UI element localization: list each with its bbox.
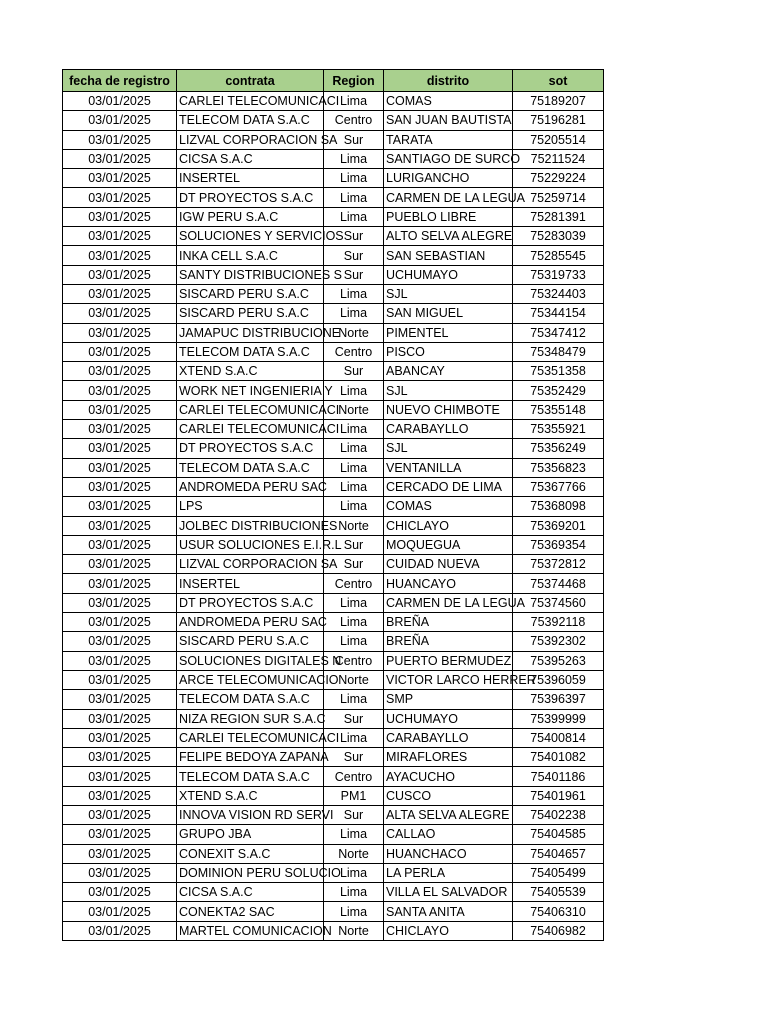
cell-fecha: 03/01/2025 [63,497,177,516]
header-region: Region [324,70,384,92]
cell-contrata: LIZVAL CORPORACION SA [177,130,324,149]
cell-region: Lima [324,728,384,747]
cell-sot: 75404657 [513,844,604,863]
cell-region: Lima [324,169,384,188]
cell-distrito: BREÑA [384,613,513,632]
cell-fecha: 03/01/2025 [63,304,177,323]
table-row [63,844,604,863]
cell-contrata: INSERTEL [177,169,324,188]
cell-region: Norte [324,670,384,689]
cell-contrata: XTEND S.A.C [177,362,324,381]
cell-distrito: ALTA SELVA ALEGRE [384,805,513,824]
cell-sot: 75205514 [513,130,604,149]
cell-distrito: MOQUEGUA [384,535,513,554]
cell-distrito: UCHUMAYO [384,709,513,728]
table-row [63,921,604,940]
cell-distrito: SANTIAGO DE SURCO [384,149,513,168]
cell-sot: 75319733 [513,265,604,284]
table-row [63,284,604,303]
table-row [63,439,604,458]
cell-fecha: 03/01/2025 [63,420,177,439]
cell-distrito: SAN MIGUEL [384,304,513,323]
cell-distrito: CUIDAD NUEVA [384,555,513,574]
cell-fecha: 03/01/2025 [63,805,177,824]
cell-sot: 75344154 [513,304,604,323]
cell-distrito: SAN SEBASTIAN [384,246,513,265]
cell-sot: 75374560 [513,593,604,612]
table-row [63,323,604,342]
cell-region: Sur [324,535,384,554]
cell-region: Lima [324,632,384,651]
cell-fecha: 03/01/2025 [63,555,177,574]
cell-contrata: LPS [177,497,324,516]
cell-region: Lima [324,863,384,882]
cell-region: Lima [324,420,384,439]
cell-sot: 75189207 [513,92,604,111]
cell-fecha: 03/01/2025 [63,477,177,496]
cell-region: Centro [324,767,384,786]
cell-fecha: 03/01/2025 [63,458,177,477]
cell-fecha: 03/01/2025 [63,863,177,882]
cell-fecha: 03/01/2025 [63,188,177,207]
cell-fecha: 03/01/2025 [63,439,177,458]
cell-fecha: 03/01/2025 [63,632,177,651]
cell-sot: 75356249 [513,439,604,458]
cell-region: Sur [324,130,384,149]
cell-distrito: CHICLAYO [384,921,513,940]
cell-fecha: 03/01/2025 [63,284,177,303]
cell-fecha: 03/01/2025 [63,400,177,419]
cell-distrito: HUANCHACO [384,844,513,863]
table-row [63,902,604,921]
cell-contrata: DT PROYECTOS S.A.C [177,439,324,458]
cell-region: Lima [324,92,384,111]
table-row [63,265,604,284]
table-body [63,92,604,941]
table-row [63,767,604,786]
cell-contrata: INNOVA VISION RD SERVI [177,805,324,824]
cell-sot: 75348479 [513,342,604,361]
cell-fecha: 03/01/2025 [63,342,177,361]
cell-region: Lima [324,439,384,458]
data-table [62,69,604,941]
cell-contrata: CONEKTA2 SAC [177,902,324,921]
cell-distrito: ALTO SELVA ALEGRE [384,227,513,246]
cell-contrata: CONEXIT S.A.C [177,844,324,863]
cell-region: Lima [324,458,384,477]
table-row [63,381,604,400]
cell-distrito: SJL [384,439,513,458]
table-row [63,342,604,361]
table-row [63,188,604,207]
cell-contrata: TELECOM DATA S.A.C [177,342,324,361]
cell-contrata: SOLUCIONES DIGITALES N [177,651,324,670]
cell-region: Lima [324,902,384,921]
table-row [63,574,604,593]
cell-contrata: NIZA REGION SUR S.A.C [177,709,324,728]
cell-region: Centro [324,651,384,670]
cell-sot: 75229224 [513,169,604,188]
cell-distrito: SJL [384,381,513,400]
table-row [63,535,604,554]
table-row [63,400,604,419]
cell-sot: 75368098 [513,497,604,516]
cell-contrata: TELECOM DATA S.A.C [177,690,324,709]
cell-fecha: 03/01/2025 [63,516,177,535]
cell-fecha: 03/01/2025 [63,593,177,612]
cell-fecha: 03/01/2025 [63,574,177,593]
cell-fecha: 03/01/2025 [63,921,177,940]
cell-distrito: CUSCO [384,786,513,805]
cell-distrito: PISCO [384,342,513,361]
table-row [63,863,604,882]
cell-sot: 75283039 [513,227,604,246]
table-row [63,130,604,149]
cell-sot: 75374468 [513,574,604,593]
cell-distrito: PUEBLO LIBRE [384,207,513,226]
cell-distrito: UCHUMAYO [384,265,513,284]
cell-fecha: 03/01/2025 [63,651,177,670]
cell-contrata: LIZVAL CORPORACION SA [177,555,324,574]
cell-fecha: 03/01/2025 [63,825,177,844]
table-row [63,651,604,670]
cell-region: Norte [324,323,384,342]
header-sot: sot [513,70,604,92]
cell-distrito: COMAS [384,92,513,111]
table-row [63,458,604,477]
table-row [63,420,604,439]
cell-sot: 75405539 [513,883,604,902]
cell-region: Lima [324,149,384,168]
cell-fecha: 03/01/2025 [63,613,177,632]
cell-region: Sur [324,748,384,767]
header-distrito: distrito [384,70,513,92]
cell-distrito: BREÑA [384,632,513,651]
cell-fecha: 03/01/2025 [63,111,177,130]
cell-region: Lima [324,613,384,632]
cell-sot: 75352429 [513,381,604,400]
cell-sot: 75392302 [513,632,604,651]
cell-fecha: 03/01/2025 [63,786,177,805]
cell-fecha: 03/01/2025 [63,381,177,400]
cell-distrito: CERCADO DE LIMA [384,477,513,496]
cell-region: PM1 [324,786,384,805]
cell-distrito: CHICLAYO [384,516,513,535]
cell-contrata: DOMINION PERU SOLUCIO [177,863,324,882]
cell-sot: 75396397 [513,690,604,709]
cell-contrata: IGW PERU S.A.C [177,207,324,226]
cell-distrito: VENTANILLA [384,458,513,477]
table-row [63,670,604,689]
cell-distrito: HUANCAYO [384,574,513,593]
cell-region: Centro [324,342,384,361]
cell-contrata: WORK NET INGENIERIA Y [177,381,324,400]
cell-region: Lima [324,304,384,323]
cell-fecha: 03/01/2025 [63,767,177,786]
table-row [63,92,604,111]
cell-sot: 75400814 [513,728,604,747]
cell-sot: 75281391 [513,207,604,226]
table-row [63,207,604,226]
cell-distrito: MIRAFLORES [384,748,513,767]
cell-contrata: FELIPE BEDOYA ZAPANA [177,748,324,767]
cell-sot: 75395263 [513,651,604,670]
cell-fecha: 03/01/2025 [63,670,177,689]
table-row [63,613,604,632]
cell-sot: 75356823 [513,458,604,477]
cell-distrito: VILLA EL SALVADOR [384,883,513,902]
cell-sot: 75347412 [513,323,604,342]
cell-sot: 75369201 [513,516,604,535]
cell-sot: 75259714 [513,188,604,207]
header-fecha-de-registro: fecha de registro [63,70,177,92]
cell-sot: 75355148 [513,400,604,419]
cell-fecha: 03/01/2025 [63,207,177,226]
table-row [63,632,604,651]
cell-sot: 75285545 [513,246,604,265]
cell-sot: 75396059 [513,670,604,689]
cell-contrata: INKA CELL S.A.C [177,246,324,265]
cell-sot: 75401186 [513,767,604,786]
cell-region: Centro [324,574,384,593]
cell-region: Centro [324,111,384,130]
cell-distrito: CALLAO [384,825,513,844]
cell-sot: 75367766 [513,477,604,496]
cell-sot: 75401961 [513,786,604,805]
cell-contrata: SISCARD PERU S.A.C [177,284,324,303]
cell-contrata: CICSA S.A.C [177,149,324,168]
cell-fecha: 03/01/2025 [63,728,177,747]
cell-sot: 75369354 [513,535,604,554]
cell-distrito: AYACUCHO [384,767,513,786]
cell-contrata: CARLEI TELECOMUNICACI [177,728,324,747]
cell-contrata: SANTY DISTRIBUCIONES S [177,265,324,284]
cell-sot: 75351358 [513,362,604,381]
cell-contrata: XTEND S.A.C [177,786,324,805]
cell-contrata: TELECOM DATA S.A.C [177,767,324,786]
cell-fecha: 03/01/2025 [63,149,177,168]
table-row [63,227,604,246]
cell-contrata: CICSA S.A.C [177,883,324,902]
table-row [63,593,604,612]
cell-region: Lima [324,883,384,902]
table-row [63,246,604,265]
table-row [63,748,604,767]
cell-region: Sur [324,805,384,824]
cell-distrito: PUERTO BERMUDEZ [384,651,513,670]
cell-contrata: CARLEI TELECOMUNICACI [177,420,324,439]
cell-region: Lima [324,477,384,496]
cell-fecha: 03/01/2025 [63,265,177,284]
header-row [63,70,604,92]
table-row [63,883,604,902]
cell-distrito: PIMENTEL [384,323,513,342]
table-row [63,786,604,805]
cell-sot: 75406982 [513,921,604,940]
cell-fecha: 03/01/2025 [63,748,177,767]
table-row [63,516,604,535]
cell-distrito: CARMEN DE LA LEGUA [384,188,513,207]
table-row [63,709,604,728]
cell-region: Sur [324,709,384,728]
table-row [63,690,604,709]
cell-contrata: SISCARD PERU S.A.C [177,304,324,323]
cell-distrito: CARMEN DE LA LEGUA [384,593,513,612]
table-row [63,555,604,574]
cell-sot: 75401082 [513,748,604,767]
cell-contrata: TELECOM DATA S.A.C [177,458,324,477]
cell-sot: 75324403 [513,284,604,303]
table-row [63,728,604,747]
cell-fecha: 03/01/2025 [63,323,177,342]
cell-region: Lima [324,690,384,709]
cell-sot: 75211524 [513,149,604,168]
cell-region: Sur [324,265,384,284]
cell-sot: 75406310 [513,902,604,921]
cell-fecha: 03/01/2025 [63,709,177,728]
cell-fecha: 03/01/2025 [63,227,177,246]
cell-fecha: 03/01/2025 [63,362,177,381]
cell-region: Sur [324,227,384,246]
cell-distrito: CARABAYLLO [384,728,513,747]
cell-sot: 75196281 [513,111,604,130]
cell-fecha: 03/01/2025 [63,844,177,863]
cell-region: Lima [324,593,384,612]
cell-region: Lima [324,497,384,516]
cell-region: Lima [324,825,384,844]
table-row [63,825,604,844]
table-row [63,805,604,824]
cell-region: Norte [324,400,384,419]
cell-distrito: LA PERLA [384,863,513,882]
cell-fecha: 03/01/2025 [63,130,177,149]
table-row [63,304,604,323]
cell-contrata: ANDROMEDA PERU SAC [177,613,324,632]
cell-fecha: 03/01/2025 [63,902,177,921]
cell-contrata: DT PROYECTOS S.A.C [177,188,324,207]
cell-distrito: LURIGANCHO [384,169,513,188]
table-row [63,477,604,496]
cell-contrata: MARTEL COMUNICACION [177,921,324,940]
cell-contrata: GRUPO JBA [177,825,324,844]
cell-contrata: TELECOM DATA S.A.C [177,111,324,130]
cell-distrito: ABANCAY [384,362,513,381]
table-row [63,149,604,168]
cell-fecha: 03/01/2025 [63,92,177,111]
cell-distrito: CARABAYLLO [384,420,513,439]
cell-contrata: JOLBEC DISTRIBUCIONES [177,516,324,535]
cell-contrata: CARLEI TELECOMUNICACI [177,400,324,419]
table-row [63,111,604,130]
cell-contrata: SOLUCIONES Y SERVICIOS [177,227,324,246]
cell-region: Lima [324,207,384,226]
cell-sot: 75405499 [513,863,604,882]
cell-sot: 75402238 [513,805,604,824]
cell-region: Norte [324,844,384,863]
cell-region: Sur [324,246,384,265]
cell-sot: 75355921 [513,420,604,439]
table-row [63,362,604,381]
cell-region: Lima [324,188,384,207]
cell-distrito: SAN JUAN BAUTISTA [384,111,513,130]
cell-contrata: USUR SOLUCIONES E.I.R.L [177,535,324,554]
cell-contrata: SISCARD PERU S.A.C [177,632,324,651]
cell-distrito: NUEVO CHIMBOTE [384,400,513,419]
table-row [63,497,604,516]
cell-distrito: COMAS [384,497,513,516]
cell-contrata: CARLEI TELECOMUNICACI [177,92,324,111]
cell-region: Lima [324,284,384,303]
cell-distrito: SMP [384,690,513,709]
cell-contrata: INSERTEL [177,574,324,593]
cell-contrata: JAMAPUC DISTRIBUCIONE [177,323,324,342]
cell-contrata: ARCE TELECOMUNICACIO [177,670,324,689]
cell-contrata: DT PROYECTOS S.A.C [177,593,324,612]
cell-region: Norte [324,516,384,535]
table-row [63,169,604,188]
cell-region: Sur [324,555,384,574]
cell-sot: 75399999 [513,709,604,728]
cell-contrata: ANDROMEDA PERU SAC [177,477,324,496]
cell-fecha: 03/01/2025 [63,169,177,188]
header-contrata: contrata [177,70,324,92]
cell-distrito: SJL [384,284,513,303]
cell-fecha: 03/01/2025 [63,690,177,709]
cell-distrito: VICTOR LARCO HERRER [384,670,513,689]
cell-fecha: 03/01/2025 [63,883,177,902]
cell-sot: 75392118 [513,613,604,632]
cell-fecha: 03/01/2025 [63,535,177,554]
cell-distrito: SANTA ANITA [384,902,513,921]
cell-region: Lima [324,381,384,400]
cell-distrito: TARATA [384,130,513,149]
cell-fecha: 03/01/2025 [63,246,177,265]
cell-sot: 75404585 [513,825,604,844]
cell-sot: 75372812 [513,555,604,574]
cell-region: Norte [324,921,384,940]
cell-region: Sur [324,362,384,381]
